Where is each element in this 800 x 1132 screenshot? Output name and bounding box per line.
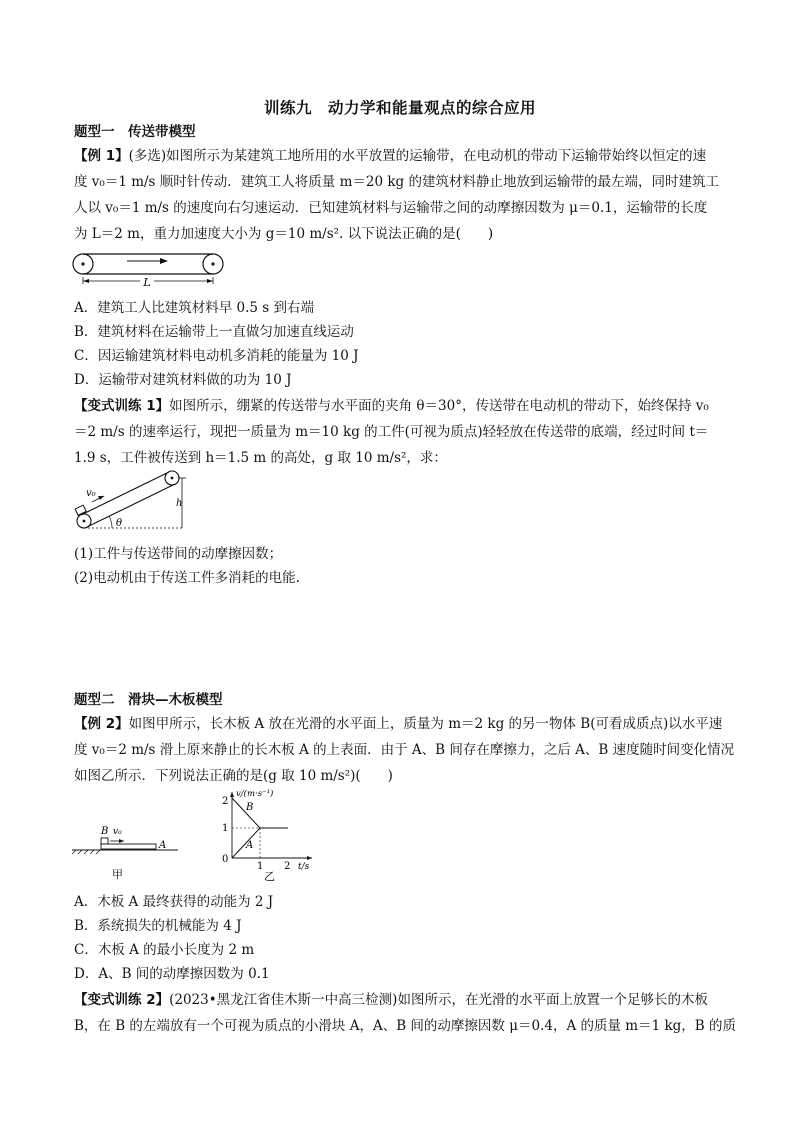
variant-1-text-1: 如图所示，绷紧的传送带与水平面的夹角 θ＝30°，传送带在电动机的带动下，始终保持 v₀ — [169, 398, 709, 414]
example-2-line-1 — [74, 714, 734, 734]
page-title: 训练九 动力学和能量观点的综合应用 — [263, 99, 536, 117]
incline-figure — [72, 466, 194, 532]
variant-1-tag: 【变式训练 1】 — [74, 398, 170, 414]
graph-curve-B: B — [246, 802, 254, 813]
variant-2-tag: 【变式训练 2】 — [74, 992, 170, 1008]
example-1-option-c: C．因运输建筑材料电动机多消耗的能量为 10 J — [74, 348, 359, 364]
variant-1-line-3: 1.9 s，工件被传送到 h＝1.5 m 的高处，g 取 10 m/s²，求： — [74, 450, 447, 466]
example-1-option-d: D．运输带对建筑材料做的功为 10 J — [74, 372, 292, 388]
label-v0-2: v₀ — [113, 827, 122, 837]
vt-graph-yi — [218, 786, 328, 882]
graph-tick-x2: 2 — [284, 861, 291, 872]
example-1-option-b: B．建筑材料在运输带上一直做匀加速直线运动 — [74, 324, 354, 340]
conveyor-figure — [72, 250, 228, 290]
label-A: A — [159, 840, 167, 851]
variant-2-line-1 — [74, 990, 734, 1010]
variant-2-text-1: (2023•黑龙江省佳木斯一中高三检测)如图所示，在光滑的水平面上放置一个足够长的木板 — [169, 992, 708, 1008]
board-figure-jia — [70, 820, 182, 882]
example-1-line-1 — [74, 146, 734, 166]
example-2-option-c: C．木板 A 的最小长度为 2 m — [74, 942, 255, 958]
example-1-option-a: A．建筑工人比建筑材料早 0.5 s 到右端 — [74, 300, 315, 316]
example-2-line-3: 如图乙所示．下列说法正确的是(g 取 10 m/s²)( ) — [74, 768, 393, 784]
example-2-line-2: 度 v₀＝2 m/s 滑上原来静止的长木板 A 的上表面．由于 A、B 间存在摩擦力，之后 A、B 速度随时间变化情况 — [74, 742, 735, 758]
label-L: L — [143, 276, 151, 289]
example-2-text-1: 如图甲所示，长木板 A 放在光滑的水平面上，质量为 m＝2 kg 的另一物体 B(可看成质点)以水平速 — [128, 716, 723, 732]
example-2-option-b: B．系统损失的机械能为 4 J — [74, 918, 242, 934]
variant-2-line-2: B，在 B 的左端放有一个可视为质点的小滑块 A，A、B 间的动摩擦因数 μ＝0.4，A 的质量 m＝1 kg，B 的质 — [74, 1018, 737, 1034]
variant-1-line-1 — [74, 396, 734, 416]
example-2-option-a: A．木板 A 最终获得的动能为 2 J — [74, 894, 274, 910]
example-2-tag: 【例 2】 — [74, 716, 129, 732]
example-1-text-1: (多选)如图所示为某建筑工地所用的水平放置的运输带，在电动机的带动下运输带始终以恒定的速 — [128, 148, 707, 164]
example-1-tag: 【例 1】 — [74, 148, 129, 164]
graph-origin: 0 — [222, 854, 229, 865]
label-theta: θ — [116, 518, 123, 529]
graph-tick-x1: 1 — [257, 861, 264, 872]
label-yi: 乙 — [264, 870, 275, 882]
example-2-option-d: D．A、B 间的动摩擦因数为 0.1 — [74, 966, 270, 982]
variant-1-line-2: ＝2 m/s 的速率运行，现把一质量为 m＝10 kg 的工件(可视为质点)轻轻放在传送带的底端，经过时间 t＝ — [74, 424, 709, 440]
variant-1-question-2: (2)电动机由于传送工件多消耗的电能. — [74, 570, 300, 586]
graph-tick-y2: 2 — [222, 796, 229, 807]
example-1-line-4: 为 L＝2 m，重力加速度大小为 g＝10 m/s². 以下说法正确的是( ) — [74, 226, 494, 242]
section-heading-conveyor: 题型一 传送带模型 — [74, 124, 196, 140]
graph-y-label: v/(m·s⁻¹) — [236, 789, 274, 799]
graph-x-label: t/s — [298, 862, 310, 872]
example-1-line-3: 人以 v₀＝1 m/s 的速度向右匀速运动．已知建筑材料与运输带之间的动摩擦因数为 μ＝0.1，运输带的长度 — [74, 200, 708, 216]
variant-1-question-1: (1)工件与传送带间的动摩擦因数； — [74, 546, 283, 562]
label-v0: v₀ — [86, 488, 96, 499]
label-h: h — [176, 498, 183, 509]
label-B: B — [101, 826, 109, 837]
section-heading-slider-board: 题型二 滑块—木板模型 — [74, 692, 223, 708]
label-jia: 甲 — [112, 868, 123, 881]
example-1-line-2: 度 v₀＝1 m/s 顺时针传动．建筑工人将质量 m＝20 kg 的建筑材料静止地放到运输带的最左端，同时建筑工 — [74, 174, 719, 190]
graph-curve-A: A — [246, 840, 254, 851]
graph-tick-y1: 1 — [222, 823, 229, 834]
